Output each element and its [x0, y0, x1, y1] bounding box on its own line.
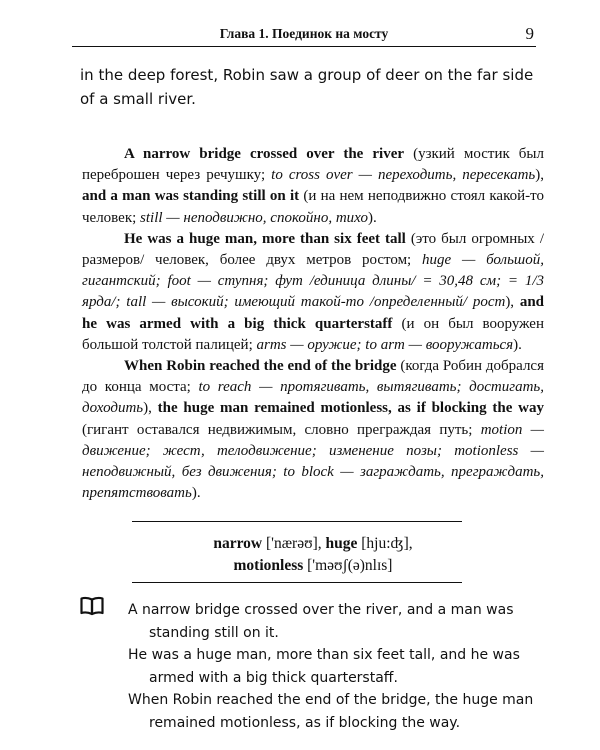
english-phrase: He was a huge man, more than six feet tall [124, 230, 406, 247]
vocabulary-note: motion — движение; жест, телодвижение; изменение позы; motionless — неподвижный, без движения; to block — заграждать, преграждать, препятствовать [82, 421, 544, 502]
transcription-box [82, 533, 544, 577]
reading-paragraph-3: When Robin reached the end of the bridge, the huge man remained motionless, as if blocking the way. [128, 692, 534, 731]
punctuation: ). [191, 485, 201, 502]
divider-top [132, 521, 462, 522]
vocabulary-note: to cross over — переходить, пересекать [271, 167, 536, 184]
translation-text: (и на нем неподвижно стоял какой-то человек; [82, 188, 544, 226]
page-number: 9 [525, 24, 534, 43]
english-phrase: and he was armed with a big thick quarterstaff [82, 294, 544, 332]
punctuation: ), [143, 400, 158, 417]
phonetic: [hju:ʤ], [357, 535, 413, 552]
english-phrase: When Robin reached the end of the bridge [124, 358, 397, 375]
chapter-title: Глава 1. Поединок на мосту [219, 26, 389, 41]
annotated-paragraph-1 [82, 144, 544, 229]
word: motionless [233, 557, 304, 574]
story-text-block [80, 63, 540, 111]
vocabulary-note: to reach — протягивать, вытягивать; достигать, доходить [82, 379, 544, 417]
phonetic: ['məʊʃ(ə)nlɪs] [303, 557, 393, 574]
annotated-paragraph-3 [82, 356, 544, 504]
punctuation: ). [513, 336, 522, 353]
punctuation: ). [367, 209, 377, 226]
vocabulary-note: huge — большой, гигантский; foot — ступня; фут /единица длины/ = 30,48 см; = 1/3 ярда/; tall — высокий; имеющий такой-то /определенный/ рост [82, 252, 544, 311]
reading-paragraph-2: He was a huge man, more than six feet tall, and he was armed with a big thick quarterstaff. [128, 647, 520, 686]
translation-text: (и он был вооружен большой толстой палицей; [82, 315, 544, 353]
punctuation: ), [505, 294, 520, 311]
divider-bottom [132, 582, 462, 583]
english-phrase: the huge man remained motionless, as if blocking the way [157, 400, 544, 417]
phonetic: ['nærəʊ], [262, 535, 326, 552]
translation-text: (когда Робин добрался до конца моста; [82, 358, 544, 396]
open-book-icon [80, 596, 104, 616]
running-header [72, 24, 536, 47]
transcription-line-1 [82, 533, 544, 555]
word: huge [325, 535, 358, 552]
word: narrow [213, 535, 263, 552]
story-paragraph: in the deep forest, Robin saw a group of deer on the far side of a small river. [80, 66, 534, 108]
translation-text: (гигант оставался недвижимым, словно преграждая путь; [82, 421, 481, 438]
english-phrase: A narrow bridge crossed over the river [124, 146, 405, 162]
annotated-text-block [82, 144, 544, 504]
translation-text: (это был огромных /размеров/ человек, более двух метров ростом; [82, 230, 544, 269]
reading-paragraph-1: A narrow bridge crossed over the river, and a man was standing still on it. [128, 602, 514, 641]
reading-text-block [128, 599, 548, 735]
vocabulary-note: arms — оружие; to arm — вооружаться [256, 336, 514, 353]
vocabulary-note: still — неподвижно, спокойно, тихо [140, 209, 368, 226]
transcription-line-2 [82, 555, 544, 577]
translation-text: (узкий мостик был переброшен через речушку; [82, 146, 544, 184]
annotated-paragraph-2 [82, 229, 544, 356]
punctuation: ), [535, 167, 544, 184]
english-phrase: and a man was standing still on it [82, 188, 300, 205]
